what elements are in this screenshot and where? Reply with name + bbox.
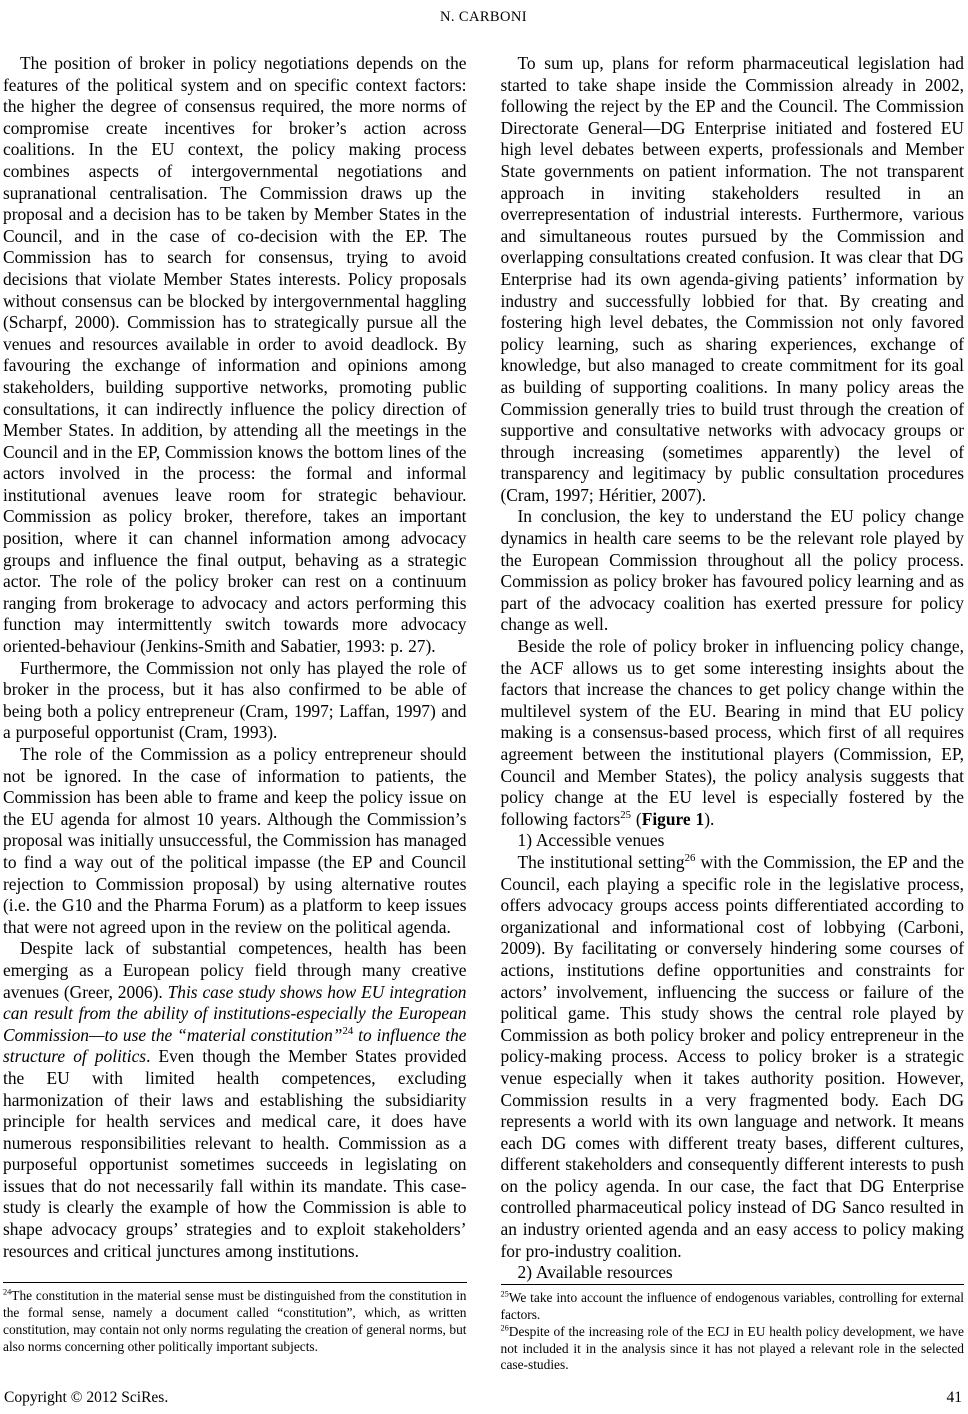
two-column-layout	[3, 53, 964, 1373]
footnote-rule	[3, 1282, 467, 1283]
right-column-body	[501, 53, 965, 1284]
paragraph: The institutional setting$^{26}$ with the Commission, the EP and the Council, each playing a specific role in the legislative process, offers advocacy groups access points differentiated according to organizational and informational cost of lobbying (Carboni, 2009). By facilitating or conversely hindering some courses of actions, institutions define opportunities and constraints for actors’ involvement, influencing the success or failure of the political game. This study shows the central role played by Commission as both policy broker and policy entrepreneur in the policy-making process. Access to policy broker is a strategic venue especially when it takes authority position. However, Commission results in a very fragmented body. Each DG represents a world with its own language and network. It means each DG comes with different treaty bases, different cultures, different stakeholders and consequently different interests to push on the policy agenda. In our case, the fact that DG Enterprise controlled pharmaceutical policy instead of DG Sanco resulted in an industry oriented agenda and an easy access to policy making for pro-industry coalition.	[500, 851, 964, 1261]
left-column-body	[3, 53, 467, 1282]
page-footer	[4, 1388, 962, 1407]
footnote-rule	[501, 1284, 965, 1285]
paragraph: Furthermore, the Commission not only has played the role of broker in the process, but it has also confirmed to be able of being both a policy entrepreneur (Cram, 1997; Laffan, 1997) and a purposeful opportunist (Cram, 1993).	[3, 657, 467, 743]
page-number: 41	[946, 1389, 962, 1406]
footnote-24: $^{24}$The constitution in the material sense must be distinguished from the constitution in the formal sense, namely a document called “constitution”, which, as written constitution, may contain not only norms regulating the creation of general norms, but also norms concerning other politically important subjects.	[3, 1287, 467, 1355]
paragraph: The position of broker in policy negotiations depends on the features of the political system and on specific context factors: the higher the degree of consensus required, the more norms of compromise create incentives for broker’s action across coalitions. In the EU context, the policy making process combines aspects of intergovernmental negotiations and supranational centralisation. The Commission draws up the proposal and a decision has to be taken by Member States in the Council, and in the case of co-decision with the EP. The Commission has to search for consensus, trying to avoid decisions that violate Member States interests. Policy proposals without consensus can be blocked by intergovernmental haggling (Scharpf, 2000). Commission has to strategically pursue all the venues and resources available in order to avoid deadlock. By favouring the exchange of information and opinions among stakeholders, building supportive networks, promoting public consultations, it can indirectly influence the policy direction of Member States. In addition, by attending all the meetings in the Council and in the EP, Commission knows the bottom lines of the actors involved in the process: the formal and informal institutional avenues leave room for strategic behaviour. Commission as policy broker, therefore, takes an important position, where it can channel information among advocacy groups and influence the final output, behaving as a strategic actor. The role of the policy broker can rest on a continuum ranging from brokerage to advocacy and actors performing this function may intermittently switch towards more advocacy oriented-behaviour (Jenkins-Smith and Sabatier, 1993: p. 27).	[3, 53, 467, 657]
paragraph: The role of the Commission as a policy entrepreneur should not be ignored. In the case of information to patients, the Commission has been able to frame and keep the policy issue on the EU agenda for almost 10 years. Although the Commission’s proposal was initially unsuccessful, the Commission has managed to find a way out of the political impasse (the EP and Council rejection to Commission proposal) by using alternative routes (i.e. the G10 and the Pharma Forum) as a platform to keep issues that were not agreed upon in the review on the political agenda.	[3, 744, 467, 937]
running-head: N. CARBONI	[440, 9, 527, 25]
list-item-available-resources: 2) Available resources	[517, 1262, 673, 1283]
copyright-notice: Copyright © 2012 SciRes.	[4, 1389, 169, 1406]
paragraph: Despite lack of substantial competences, health has been emerging as a European policy field through many creative avenues (Greer, 2006). This case study shows how EU integration can result from the ability of institutions-especially the European Commission—to use the “material constitution”$^{24}$ to influence the structure of politics. Even though the Member States provided the EU with limited health competences, excluding harmonization of their laws and establishing the subsidiarity principle for health services and medical care, it does have numerous responsibilities relevant to health. Commission as a purposeful opportunist sometimes succeeds in legislating on issues that do not necessarily fall within its mandate. This case-study is clearly the example of how the Commission is able to shape advocacy groups’ strategies and to exploit stakeholders’ resources and critical junctures among institutions.	[3, 938, 467, 1261]
paragraph: Beside the role of policy broker in influencing policy change, the ACF allows us to get some interesting insights about the factors that increase the chances to get policy change within the multilevel system of the EU. Bearing in mind that EU policy making is a consensus-based process, which first of all requires agreement between the institutional players (Commission, EP, Council and Member States), the policy analysis suggests that policy change at the EU level is especially fostered by the following factors$^{25}$ (Figure 1).	[500, 636, 964, 829]
footnote-25: $^{25}$We take into account the influence of endogenous variables, controlling for external factors.	[500, 1289, 964, 1322]
footnote-26: $^{26}$Despite of the increasing role of the ECJ in EU health policy development, we have not included it in the analysis since it has not played a relevant role in the selected case-studies.	[500, 1323, 964, 1373]
list-item-accessible-venues: 1) Accessible venues	[517, 830, 665, 851]
left-column	[3, 53, 467, 1356]
right-footnotes-section	[501, 1284, 965, 1375]
right-column	[500, 53, 965, 1373]
left-footnotes-section	[3, 1282, 467, 1356]
paragraph: To sum up, plans for reform pharmaceutical legislation had started to take shape inside the Commission already in 2002, following the reject by the EP and the Council. The Commission Directorate General—DG Enterprise initiated and fostered EU high level debates between experts, professionals and Member State governments on patient information. The not transparent approach in inviting stakeholders resulted in an overrepresentation of industrial interests. Furthermore, various and simultaneous routes pursued by the Commission and overlapping consultations created confusion. It was clear that DG Enterprise had its own agenda-giving patients’ information by industry and successfully lobbied for that. By creating and fostering high level debates, the Commission not only favored policy learning, such as sharing experiences, exchange of knowledge, but also managed to create commitment for its goal as building of supporting coalitions. In many policy areas the Commission generally tries to build trust through the creation of supportive and consultative networks with advocacy groups or through increasing (sometimes apparently) the level of transparency and legitimacy by public consultation procedures (Cram, 1997; Héritier, 2007).	[500, 53, 964, 505]
paragraph: In conclusion, the key to understand the EU policy change dynamics in health care seems to be the relevant role played by the European Commission throughout all the policy process. Commission as policy broker has favoured policy learning and as part of the advocacy coalition has exerted pressure for policy change as well.	[500, 506, 964, 635]
